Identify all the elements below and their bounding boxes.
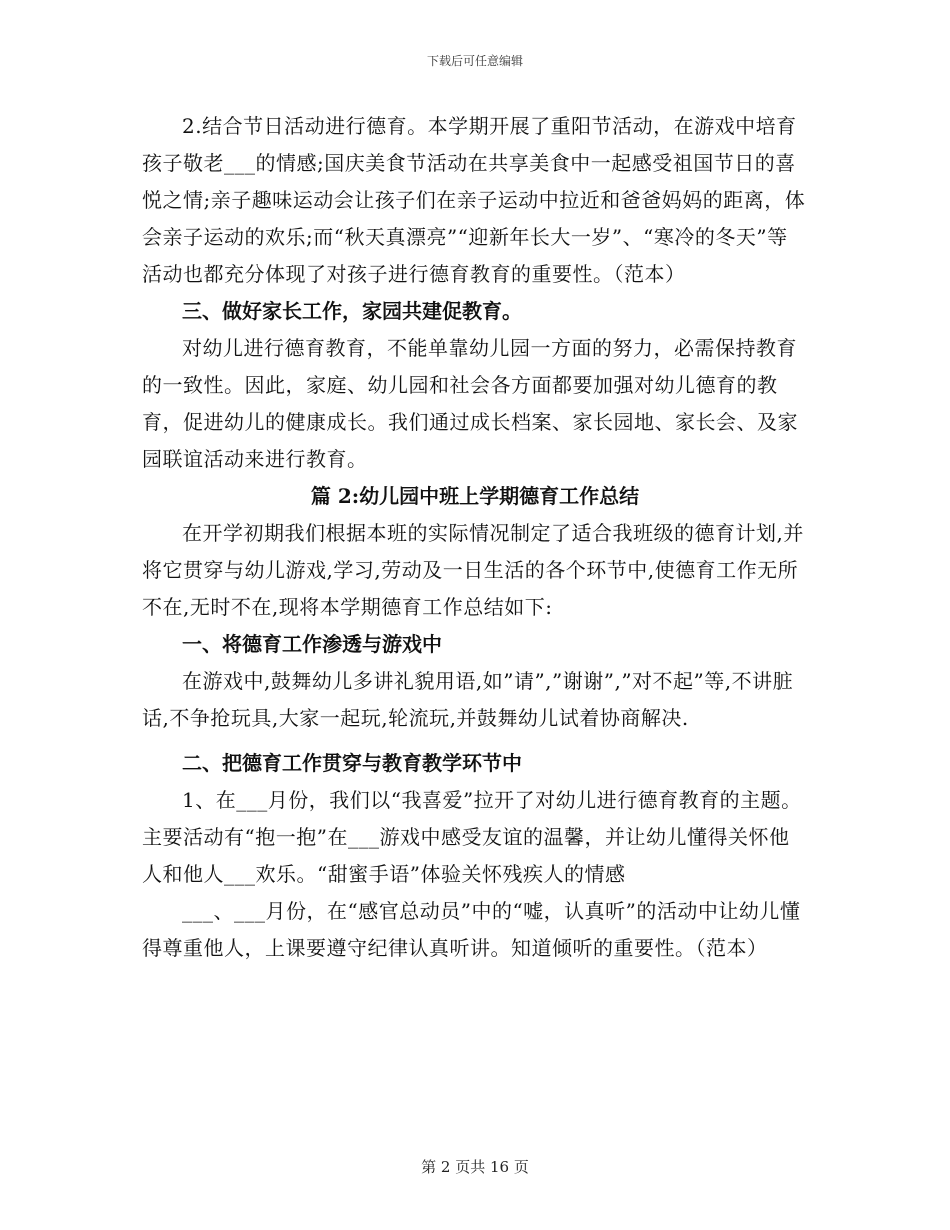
heading-parent-work: 三、做好家长工作，家园共建促教育。 (182, 299, 522, 323)
paragraph-teaching-1: 1、在___月份，我们以“我喜爱”拉开了对幼儿进行德育教育的主题。主要活动有“抱一抱”在___游戏中感受友谊的温馨，并让幼儿懂得关怀他人和他人___欢乐。“甜蜜手语”体验关怀残疾人的情感 (142, 788, 802, 886)
heading-games: 一、将德育工作渗透与游戏中 (182, 632, 442, 656)
heading-teaching: 二、把德育工作贯穿与教育教学环节中 (182, 751, 522, 775)
spacer (142, 737, 808, 745)
paragraph-intro: 在开学初期我们根据本班的实际情况制定了适合我班级的德育计划,并将它贯穿与幼儿游戏,学习,劳动及一日生活的各个环节中,使德育工作无所不在,无时不在,现将本学期德育工作总结如下: (142, 521, 804, 619)
paragraph-festival-activities: 2.结合节日活动进行德育。本学期开展了重阳节活动，在游戏中培育孩子敬老___的情感;国庆美食节活动在共享美食中一起感受祖国节日的喜悦之情;亲子趣味运动会让孩子们在亲子运动中拉近和爸爸妈妈的距离，体会亲子运动的欢乐;而“秋天真漂亮”“迎新年长大一岁”、“寒冷的冬天”等活动也都充分体现了对孩子进行德育教育的重要性。（范本） (142, 114, 806, 286)
article-title: 篇 2:幼儿园中班上学期德育工作总结 (310, 484, 640, 508)
paragraph-games: 在游戏中,鼓舞幼儿多讲礼貌用语,如”请”,”谢谢”,”对不起”等,不讲脏话,不争抢玩具,大家一起玩,轮流玩,并鼓舞幼儿试着协商解决. (142, 669, 794, 730)
page-footer: 第 2 页共 16 页 (421, 1158, 529, 1176)
paragraph-parent-work: 对幼儿进行德育教育，不能单靠幼儿园一方面的努力，必需保持教育的一致性。因此，家庭、幼儿园和社会各方面都要加强对幼儿德育的教育，促进幼儿的健康成长。我们通过成长档案、家长园地、家长会、及家园联谊活动来进行教育。 (142, 336, 798, 471)
page-header: 下载后可任意编辑 (426, 54, 523, 68)
document-body (142, 108, 808, 967)
paragraph-teaching-2: ___、___月份，在“感官总动员”中的“嘘，认真听”的活动中让幼儿懂得尊重他人，上课要遵守纪律认真听讲。知道倾听的重要性。（范本） (142, 899, 801, 960)
